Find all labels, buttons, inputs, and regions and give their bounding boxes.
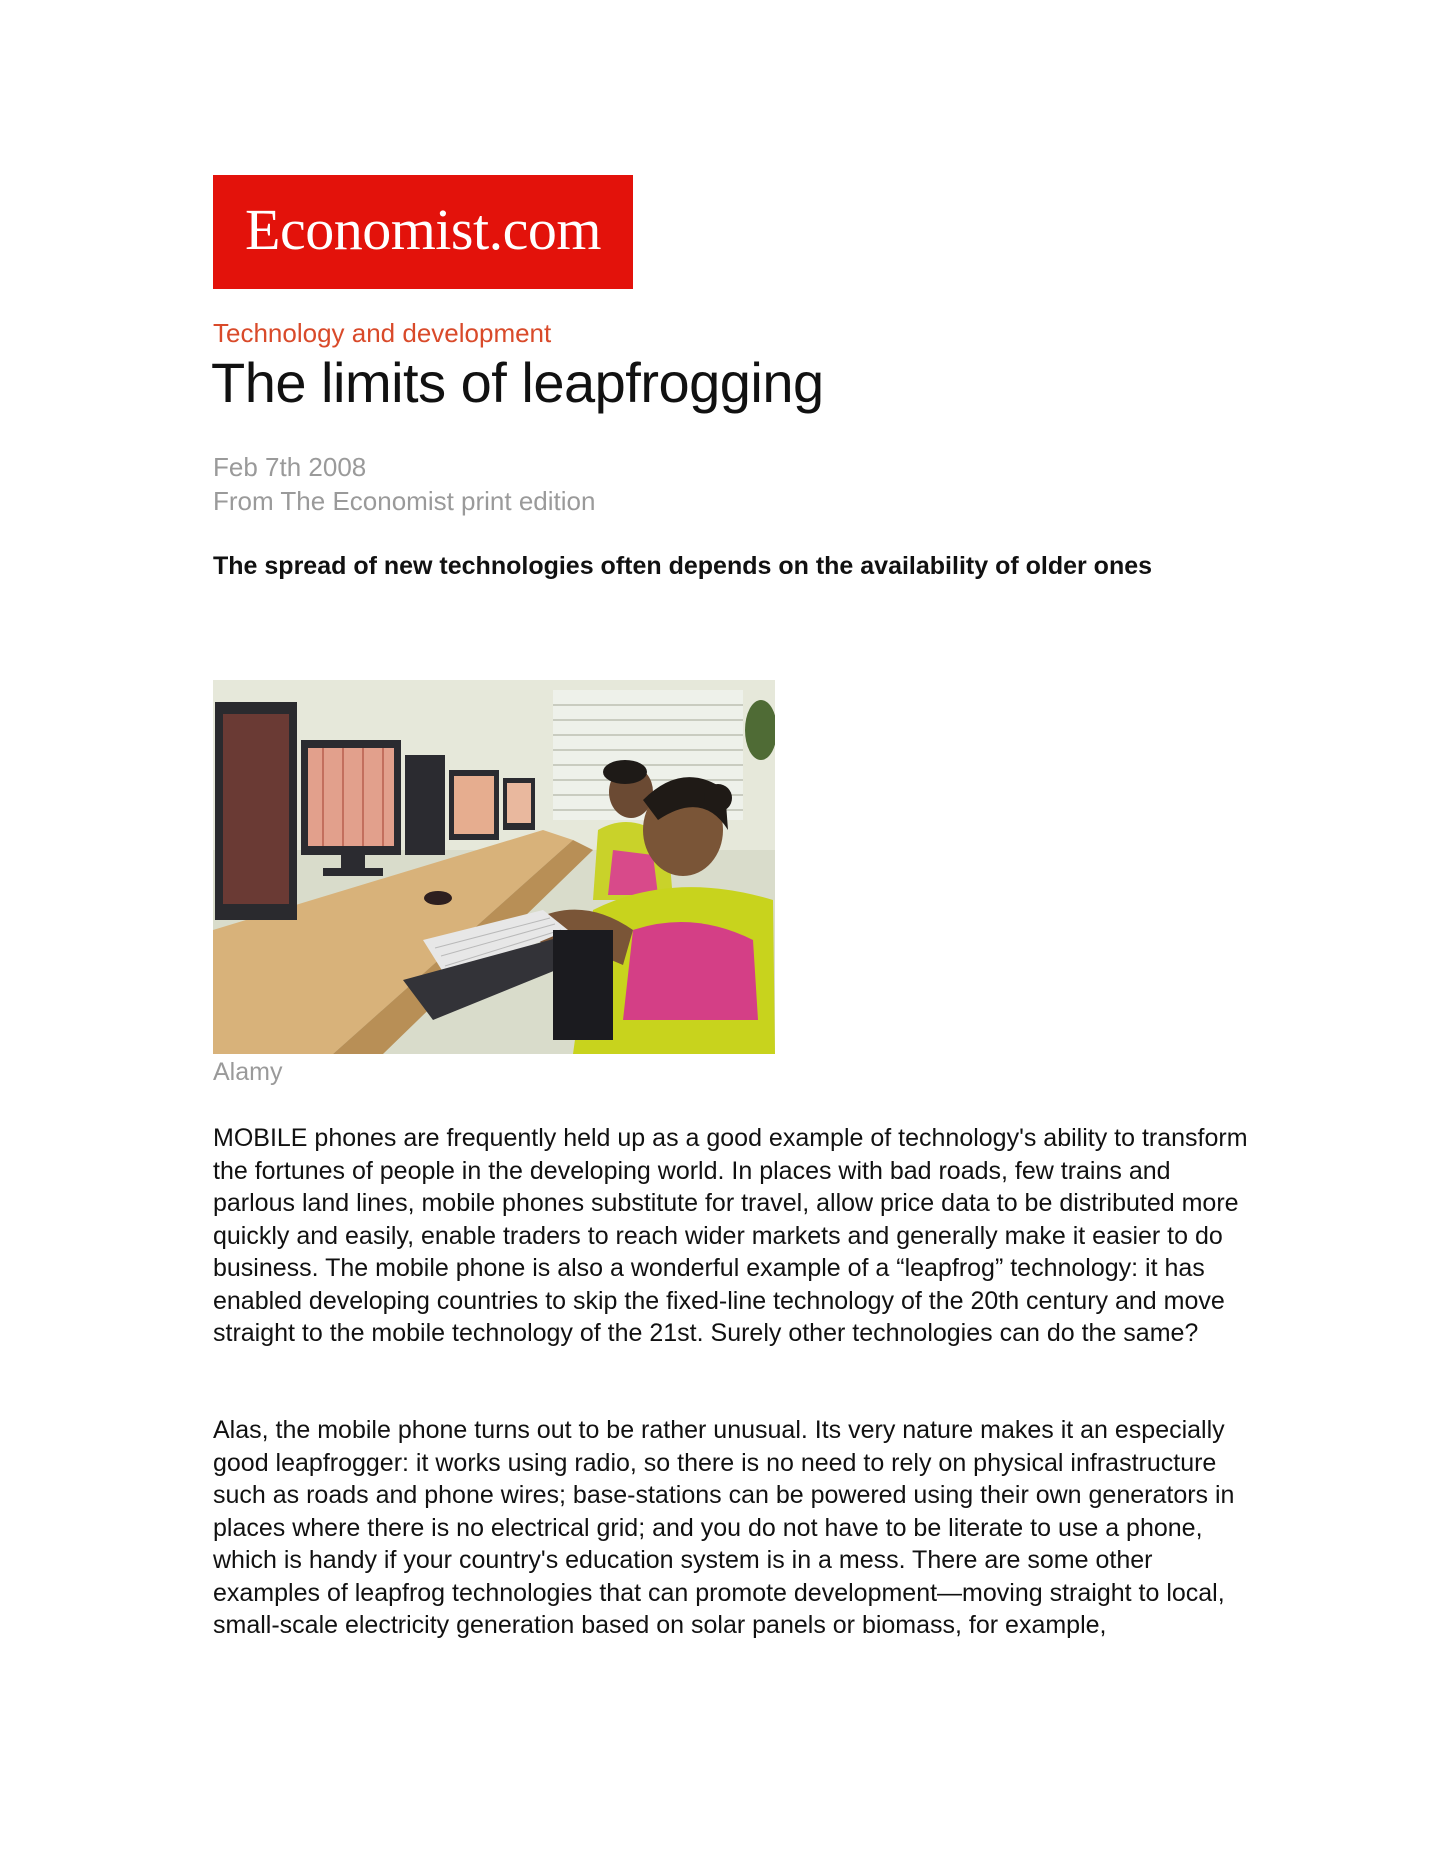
article-headline: The limits of leapfrogging <box>211 351 824 414</box>
print-edition-source: From The Economist print edition <box>213 486 596 516</box>
article-paragraph <box>213 1414 1253 1642</box>
paragraph-text: Alas, the mobile phone turns out to be rather unusual. Its very nature makes it an especially good leapfrogger: it works using radio, so there is no need to rely on physical infrastructure such as roads and phone wires; base-stations can be powered using their own generators in places where there is no electrical grid; and you do not have to be literate to use a phone, which is handy if your country's education system is in a mess. There are some other examples of leapfrog technologies that can promote development—moving straight to local, small-scale electricity generation based on solar panels or biomass, for example, <box>213 1416 1235 1639</box>
paragraph-text: MOBILE phones are frequently held up as a good example of technology's ability to transform the fortunes of people in the developing world. In places with bad roads, few trains and parlous land lines, mobile phones substitute for travel, allow price data to be distributed more quickly and easily, enable traders to reach wider markets and generally make it easier to do business. The mobile phone is also a wonderful example of a “leapfrog” technology: it has enabled developing countries to skip the fixed-line technology of the 20th century and move straight to the mobile technology of the 21st. Surely other technologies can do the same? <box>213 1124 1248 1347</box>
publish-date: Feb 7th 2008 <box>213 452 367 482</box>
photo-caption: Alamy <box>213 1058 283 1086</box>
article-paragraph <box>213 1122 1253 1350</box>
article-standfirst: The spread of new technologies often depends on the availability of older ones <box>213 552 1153 580</box>
section-label[interactable]: Technology and development <box>213 318 552 348</box>
logo-text: Economist.com <box>245 197 601 262</box>
article-photo <box>213 680 775 1054</box>
economist-logo[interactable] <box>213 175 633 289</box>
